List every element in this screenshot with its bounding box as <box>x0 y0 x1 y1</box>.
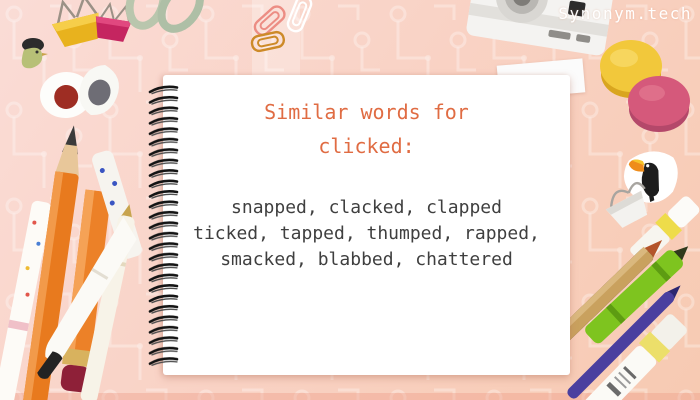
heading-line-1: Similar words for <box>264 100 469 124</box>
bird-figurine-icon <box>16 36 54 72</box>
macaron-pink-icon <box>626 74 692 134</box>
synonym-line: smacked, blabbed, chattered <box>220 249 513 270</box>
synonym-list <box>163 195 570 273</box>
heading-line-2: clicked: <box>318 134 415 158</box>
notebook-page <box>163 75 570 375</box>
synonym-line: ticked, tapped, thumped, rapped, <box>193 223 540 244</box>
spiral-binding-icon <box>146 84 182 366</box>
synonym-line: snapped, clacked, clapped <box>231 197 502 218</box>
brand-watermark: Synonym.tech <box>558 4 692 23</box>
note-heading <box>163 95 570 163</box>
